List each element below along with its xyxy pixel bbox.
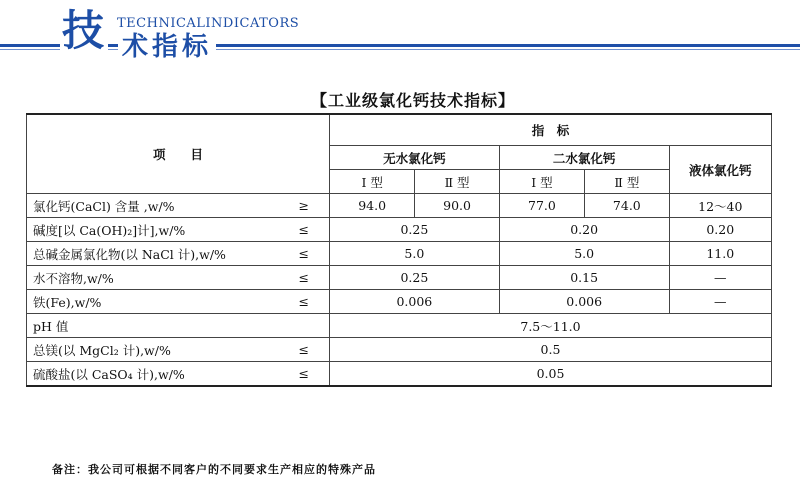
spec-table bbox=[26, 113, 772, 387]
table-row bbox=[27, 194, 772, 218]
type1-header: Ⅰ 型 bbox=[499, 170, 584, 194]
type1-header: Ⅰ 型 bbox=[329, 170, 414, 194]
table-row bbox=[27, 338, 772, 362]
row-operator: ≤ bbox=[278, 218, 330, 242]
cell-value: 0.20 bbox=[669, 218, 771, 242]
table-row bbox=[27, 242, 772, 266]
cell-value: 90.0 bbox=[415, 194, 499, 218]
header-title-rest: 术指标 bbox=[118, 30, 216, 64]
row-item: 水不溶物,w/% bbox=[27, 266, 278, 290]
type2-header: Ⅱ 型 bbox=[585, 170, 669, 194]
cell-value: 5.0 bbox=[329, 242, 499, 266]
table-header-row bbox=[27, 114, 772, 146]
row-item: 硫酸盐(以 CaSO₄ 计),w/% bbox=[27, 362, 278, 387]
cell-value: 0.5 bbox=[329, 338, 771, 362]
group-anhydrous-header: 无水氯化钙 bbox=[329, 146, 499, 170]
row-item: 氯化钙(CaCl) 含量 ,w/% bbox=[27, 194, 278, 218]
col-item-header: 项 目 bbox=[27, 114, 330, 194]
header-title-first-char: 技 bbox=[62, 6, 107, 55]
cell-value: 74.0 bbox=[585, 194, 669, 218]
row-item: 总镁(以 MgCl₂ 计),w/% bbox=[27, 338, 278, 362]
cell-value: 0.05 bbox=[329, 362, 771, 387]
cell-value: 77.0 bbox=[499, 194, 584, 218]
cell-value: 7.5～11.0 bbox=[329, 314, 771, 338]
row-item: 铁(Fe),w/% bbox=[27, 290, 278, 314]
table-row bbox=[27, 362, 772, 387]
cell-value: 0.25 bbox=[329, 218, 499, 242]
row-item: pH 值 bbox=[27, 314, 278, 338]
row-operator bbox=[278, 314, 330, 338]
sheet-title: 【工业级氯化钙技术指标】 bbox=[311, 91, 516, 110]
cell-value: 0.25 bbox=[329, 266, 499, 290]
cell-value: — bbox=[669, 290, 771, 314]
cell-value: 0.006 bbox=[329, 290, 499, 314]
cell-value: 0.006 bbox=[499, 290, 669, 314]
row-operator: ≤ bbox=[278, 242, 330, 266]
col-indicators-header: 指 标 bbox=[329, 114, 771, 146]
cell-value: 12～40 bbox=[669, 194, 771, 218]
type2-header: Ⅱ 型 bbox=[415, 170, 499, 194]
row-item: 总碱金属氯化物(以 NaCl 计),w/% bbox=[27, 242, 278, 266]
cell-value: 11.0 bbox=[669, 242, 771, 266]
row-operator: ≤ bbox=[278, 266, 330, 290]
cell-value: 0.20 bbox=[499, 218, 669, 242]
row-operator: ≤ bbox=[278, 362, 330, 387]
row-operator: ≤ bbox=[278, 290, 330, 314]
header-banner bbox=[0, 0, 800, 72]
row-operator: ≤ bbox=[278, 338, 330, 362]
table-row bbox=[27, 290, 772, 314]
row-operator: ≥ bbox=[278, 194, 330, 218]
header-title-english: TECHNICALINDICATORS bbox=[117, 16, 300, 31]
footnote: 备注：我公司可根据不同客户的不同要求生产相应的特殊产品 bbox=[52, 463, 376, 476]
group-liquid-header: 液体氯化钙 bbox=[669, 146, 771, 194]
cell-value: 0.15 bbox=[499, 266, 669, 290]
table-row bbox=[27, 266, 772, 290]
table-row bbox=[27, 218, 772, 242]
cell-value: 5.0 bbox=[499, 242, 669, 266]
cell-value: 94.0 bbox=[329, 194, 414, 218]
cell-value: — bbox=[669, 266, 771, 290]
group-dihydrate-header: 二水氯化钙 bbox=[499, 146, 669, 170]
table-row bbox=[27, 314, 772, 338]
row-item: 碱度[以 Ca(OH)₂]计],w/% bbox=[27, 218, 278, 242]
